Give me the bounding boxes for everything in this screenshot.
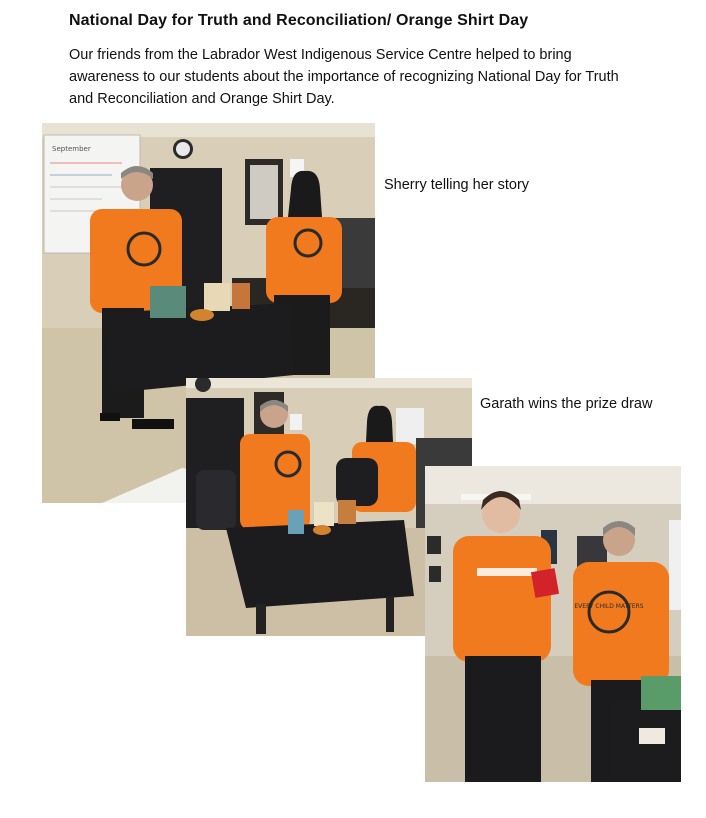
page-title: National Day for Truth and Reconciliation/ Orange Shirt Day [69, 12, 529, 29]
intro-paragraph: Our friends from the Labrador West Indigenous Service Centre helped to bring awareness to our students about the importance of recognizing National Day for Truth and Reconciliation and Orange Shirt Day. [69, 47, 619, 107]
whiteboard-text: September [52, 145, 91, 153]
caption-garath: Garath wins the prize draw [480, 396, 653, 412]
caption-sherry: Sherry telling her story [384, 177, 530, 193]
photo-garath-prize [425, 466, 681, 782]
shirt-slogan-text: EVERY CHILD MATTERS [574, 603, 644, 610]
